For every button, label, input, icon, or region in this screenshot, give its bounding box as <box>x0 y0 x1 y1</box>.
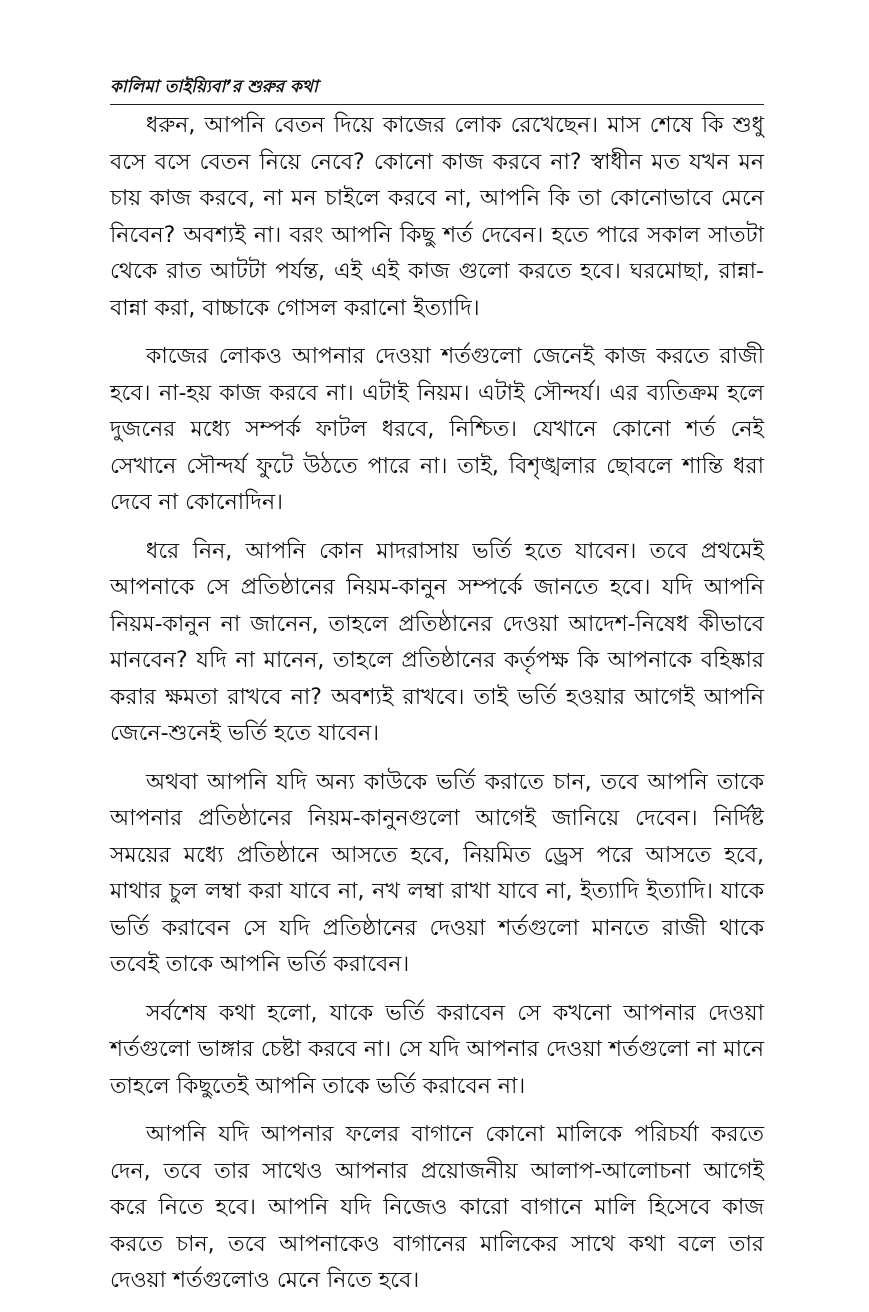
paragraph-6: আপনি যদি আপনার ফলের বাগানে কোনো মালিকে পরিচর্যা করতে দেন, তবে তার সাথেও আপনার প্রয়োজনীয় আলাপ-আলোচনা আগেই করে নিতে হবে। আপনি যদি নিজেও কারো বাগানে মালি হিসেবে কাজ করতে চান, তবে আপনাকেও বাগানের মালিকের সাথে কথা বলে তার দেওয়া শর্তগুলোও মেনে নিতে হবে। <box>110 1122 764 1293</box>
paragraph-3: ধরে নিন, আপনি কোন মাদরাসায় ভর্তি হতে যাবেন। তবে প্রথমেই আপনাকে সে প্রতিষ্ঠানের নিয়ম-কানুন সম্পর্কে জানতে হবে। যদি আপনি নিয়ম-কানুন না জানেন, তাহলে প্রতিষ্ঠানের দেওয়া আদেশ-নিষেধ কীভাবে মানবেন? যদি না মানেন, তাহলে প্রতিষ্ঠানের কর্তৃপক্ষ কি আপনাকে বহিষ্কার করার ক্ষমতা রাখবে না? অবশ্যই রাখবে। তাই ভর্তি হওয়ার আগেই আপনি জেনে-শুনেই ভর্তি হতে যাবেন। <box>110 538 764 746</box>
paragraph-1: ধরুন, আপনি বেতন দিয়ে কাজের লোক রেখেছেন। মাস শেষে কি শুধু বসে বসে বেতন নিয়ে নেবে? কোনো কাজ করবে না? স্বাধীন মত যখন মন চায় কাজ করবে, না মন চাইলে করবে না, আপনি কি তা কোনোভাবে মেনে নিবেন? অবশ্যই না। বরং আপনি কিছু শর্ত দেবেন। হতে পারে সকাল সাতটা থেকে রাত আটটা পর্যন্ত, এই এই কাজ গুলো করতে হবে। ঘরমোছা, রান্না-বান্না করা, বাচ্চাকে গোসল করানো ইত্যাদি। <box>110 113 764 321</box>
header-rule <box>110 104 764 105</box>
running-header-title: কালিমা তাইয়্যিবা’র শুরুর কথা <box>110 77 318 97</box>
body-text <box>110 108 764 1312</box>
paragraph-2: কাজের লোকও আপনার দেওয়া শর্তগুলো জেনেই কাজ করতে রাজী হবে। না-হয় কাজ করবে না। এটাই নিয়ম। এটাই সৌন্দর্য। এর ব্যতিক্রম হলে দুজনের মধ্যে সম্পর্ক ফাটল ধরবে, নিশ্চিত। যেখানে কোনো শর্ত নেই সেখানে সৌন্দর্য ফুটে উঠতে পারে না। তাই, বিশৃঙ্খলার ছোবলে শান্তি ধরা দেবে না কোনোদিন। <box>110 344 764 515</box>
paragraph-4: অথবা আপনি যদি অন্য কাউকে ভর্তি করাতে চান, তবে আপনি তাকে আপনার প্রতিষ্ঠানের নিয়ম-কানুনগুলো আগেই জানিয়ে দেবেন। নির্দিষ্ট সময়ের মধ্যে প্রতিষ্ঠানে আসতে হবে, নিয়মিত ড্রেস পরে আসতে হবে, মাথার চুল লম্বা করা যাবে না, নখ লম্বা রাখা যাবে না, ইত্যাদি ইত্যাদি। যাকে ভর্তি করাবেন সে যদি প্রতিষ্ঠানের দেওয়া শর্তগুলো মানতে রাজী থাকে তবেই তাকে আপনি ভর্তি করাবেন। <box>110 769 764 977</box>
paragraph-5: সর্বশেষ কথা হলো, যাকে ভর্তি করাবেন সে কখনো আপনার দেওয়া শর্তগুলো ভাঙ্গার চেষ্টা করবে না। সে যদি আপনার দেওয়া শর্তগুলো না মানে তাহলে কিছুতেই আপনি তাকে ভর্তি করাবেন না। <box>110 1000 764 1099</box>
